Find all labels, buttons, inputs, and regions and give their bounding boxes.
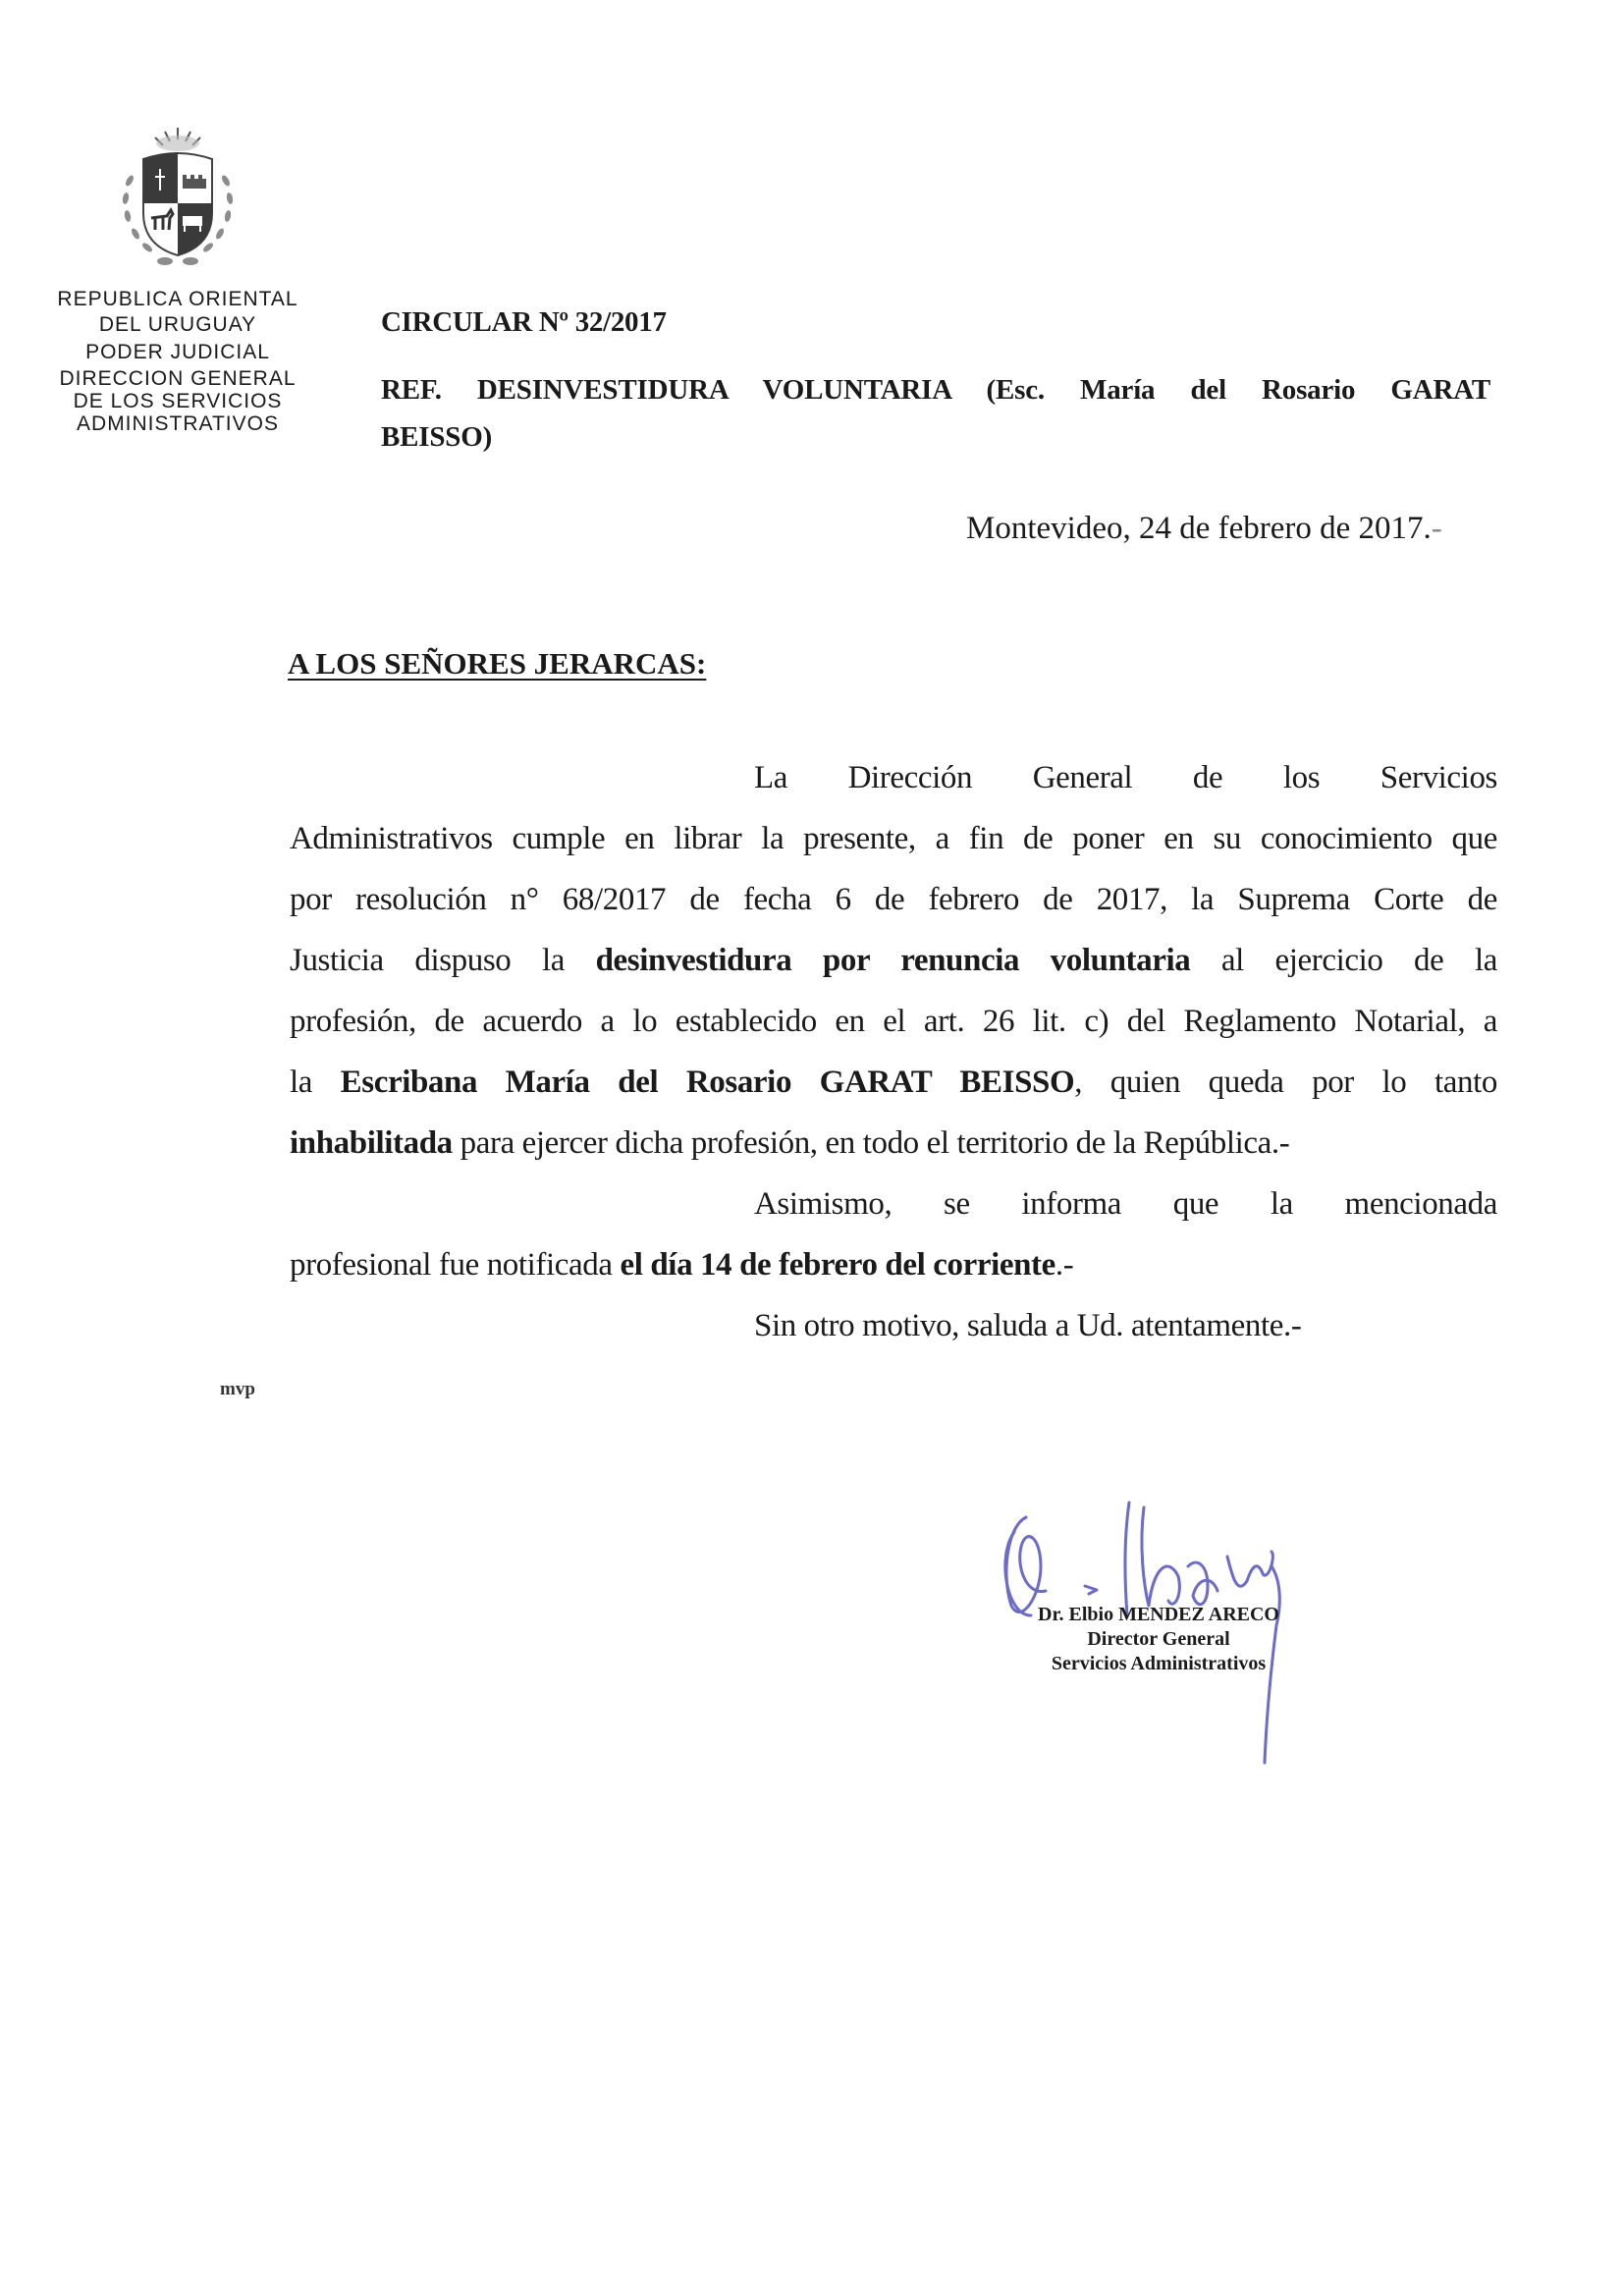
letterhead-line: ADMINISTRATIVOS bbox=[77, 412, 279, 435]
emphasis-notary-name: Escribana María del Rosario GARAT BEISSO bbox=[340, 1065, 1075, 1100]
date-text: Montevideo, 24 de febrero de 2017. bbox=[966, 511, 1432, 546]
circular-number: CIRCULAR Nº 32/2017 bbox=[381, 306, 667, 338]
letterhead-line: REPUBLICA ORIENTAL bbox=[57, 288, 298, 310]
emphasis-desinvestidura: desinvestidura por renuncia voluntaria bbox=[595, 943, 1191, 978]
body-line: La Dirección General de los Servicios bbox=[754, 760, 1497, 795]
body-text: , quien queda por lo tanto bbox=[1074, 1065, 1497, 1100]
typist-initials: mvp bbox=[220, 1379, 255, 1399]
body-line bbox=[290, 943, 1497, 982]
reference-line-continued: BEISSO) bbox=[381, 421, 493, 453]
body-text: Justicia dispuso la bbox=[290, 943, 596, 978]
signature-block bbox=[1001, 1603, 1316, 1676]
letterhead bbox=[39, 287, 316, 435]
body-line: profesión, de acuerdo a lo establecido en el art. 26 lit. c) del Reglamento Notarial, a bbox=[290, 1004, 1497, 1039]
coat-of-arms-icon bbox=[116, 120, 240, 277]
body-text: para ejercer dicha profesión, en todo el territorio de la República.- bbox=[452, 1125, 1290, 1161]
signatory-title: Director General bbox=[1087, 1628, 1230, 1650]
signatory-department: Servicios Administrativos bbox=[1051, 1653, 1267, 1674]
letterhead-line: DIRECCION GENERAL bbox=[59, 367, 297, 390]
body-line: Administrativos cumple en librar la presente, a fin de poner en su conocimiento que bbox=[290, 821, 1497, 856]
date-line bbox=[966, 511, 1442, 547]
body-line: por resolución n° 68/2017 de fecha 6 de febrero de 2017, la Suprema Corte de bbox=[290, 882, 1497, 917]
body-line bbox=[290, 1125, 1497, 1165]
body-line: Asimismo, se informa que la mencionada bbox=[754, 1186, 1497, 1222]
body-text: al ejercicio de la bbox=[1190, 943, 1497, 978]
salutation: A LOS SEÑORES JERARCAS: bbox=[288, 646, 707, 681]
date-suffix: - bbox=[1431, 511, 1442, 546]
body-text: profesional fue notificada bbox=[290, 1247, 621, 1283]
body-text: la bbox=[290, 1065, 341, 1100]
reference-line: REF. DESINVESTIDURA VOLUNTARIA (Esc. María del Rosario GARAT bbox=[381, 374, 1490, 406]
letterhead-line: PODER JUDICIAL bbox=[85, 341, 270, 363]
emphasis-notification-date: el día 14 de febrero del corriente bbox=[620, 1247, 1055, 1283]
body-line bbox=[290, 1065, 1497, 1104]
letterhead-line: DEL URUGUAY bbox=[98, 313, 257, 336]
emphasis-inhabilitada: inhabilitada bbox=[290, 1125, 453, 1161]
body-text: .- bbox=[1055, 1247, 1074, 1283]
signatory-name: Dr. Elbio MENDEZ ARECO bbox=[1038, 1604, 1279, 1625]
body-line bbox=[290, 1247, 1497, 1286]
letterhead-line: DE LOS SERVICIOS bbox=[73, 390, 283, 412]
closing-line: Sin otro motivo, saluda a Ud. atentamente.- bbox=[754, 1308, 1302, 1343]
